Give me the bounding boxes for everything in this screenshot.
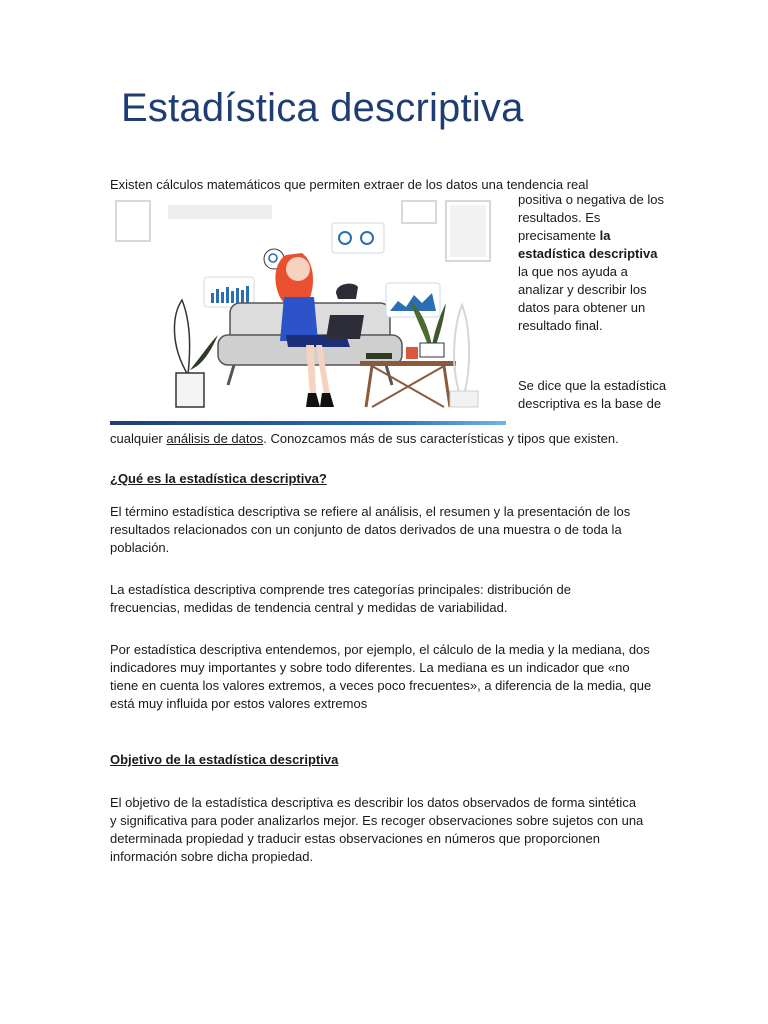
side-text-post: la que nos ayuda a analizar y describir los datos para obtener un resultado final. [518,264,647,333]
side-text-bold: la estadística descriptiva [518,228,658,261]
continuation-pre: cualquier [110,431,163,446]
section1-paragraph-2: La estadística descriptiva comprende tres categorías principales: distribución de frecuencias, medidas de tendencia central y medidas de variabilidad. [110,582,572,615]
continuation-post: . Conozcamos más de sus características y tipos que existen. [263,431,619,446]
illustration-underline-bar [110,421,506,425]
intro-side-text-2: Se dice que la estadística descriptiva es la base de [518,378,667,411]
analisis-link[interactable]: análisis de datos [166,431,264,446]
section1-paragraph-1: El término estadística descriptiva se refiere al análisis, el resumen y la presentación de los resultados relacionados con un conjunto de datos derivados de una muestra o de toda la población. [110,504,631,555]
intro-side-text [518,191,668,335]
section2-paragraph-1: El objetivo de la estadística descriptiva es describir los datos observados de forma sintética y significativa para poder analizarlos mejor. Es recoger observaciones sobre sujetos con una determinada propiedad y traducir estas observaciones en números que proporcionen información sobre dicha propiedad. [110,795,644,864]
intro-continuation [110,430,670,448]
side-text-pre: positiva o negativa de los resultados. Es precisamente [518,192,664,243]
section1-paragraph-3: Por estadística descriptiva entendemos, por ejemplo, el cálculo de la media y la mediana, dos indicadores muy importantes y sobre todo diferentes. La mediana es un indicador que «no tiene en cuenta los valores extremos, a veces poco frecuentes», a diferencia de la media, que está muy influida por estos valores extremos [110,642,652,711]
illustration-woman-laptop [110,195,506,428]
page-title: Estadística descriptiva [121,86,524,130]
section1-heading: ¿Qué es la estadística descriptiva? [110,471,327,486]
section2-heading: Objetivo de la estadística descriptiva [110,752,339,767]
intro-line: Existen cálculos matemáticos que permiten extraer de los datos una tendencia real [110,177,589,192]
